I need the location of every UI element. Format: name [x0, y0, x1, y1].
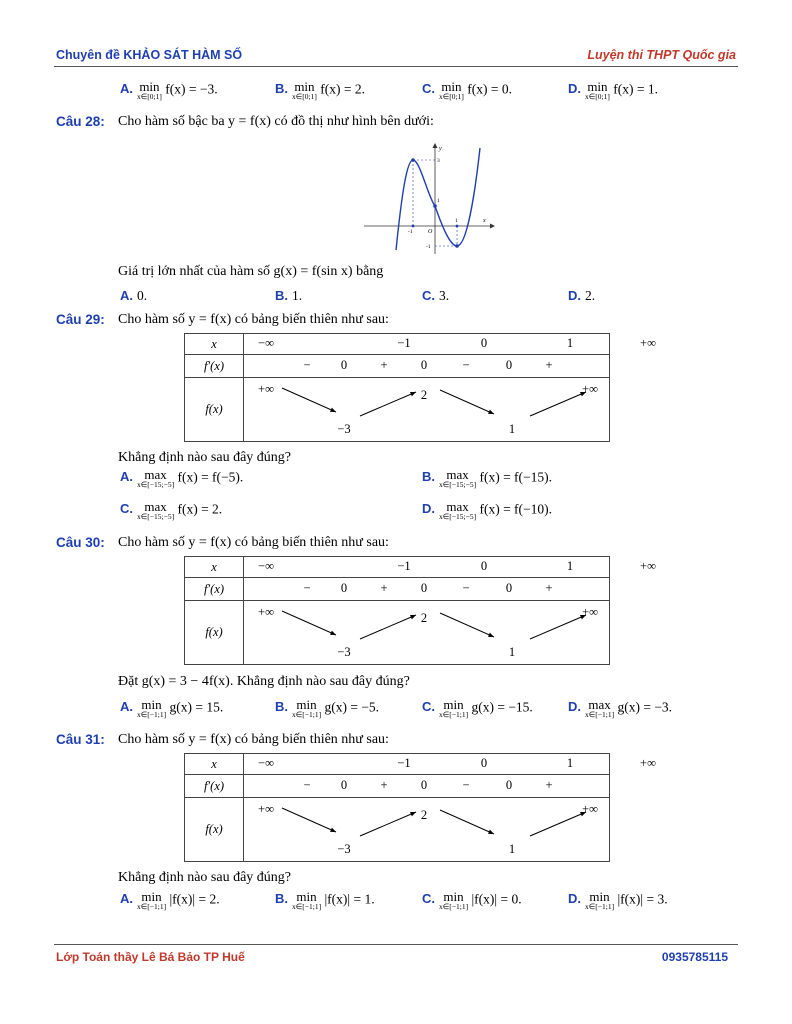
vt-f-value: 2 — [420, 611, 428, 625]
vt-arrow — [530, 615, 586, 639]
vt-f-value: +∞ — [582, 802, 598, 816]
q31-text: Cho hàm số y = f(x) có bảng biến thiên như sau: — [118, 732, 389, 747]
vt-f-value: 2 — [420, 388, 428, 402]
vt-x-value: −∞ — [258, 336, 274, 350]
header-rule — [54, 66, 738, 67]
vt-row-label: f(x) — [185, 601, 244, 665]
vt-fp-sign: − — [462, 581, 470, 595]
q28-option-d[interactable]: D. 2. — [568, 288, 596, 303]
q30-number: Câu 30: — [56, 535, 105, 550]
tick-y-neg1: -1 — [426, 244, 431, 250]
q27-option-c[interactable]: C. min x∈[0;1] f(x) = 0. — [422, 79, 512, 101]
vt-x-value: −1 — [397, 559, 411, 573]
vt-x-value: 1 — [566, 559, 574, 573]
vt-x-value: 1 — [566, 336, 574, 350]
tick-y-3: 3 — [437, 158, 440, 164]
vt-f-value: 2 — [420, 808, 428, 822]
q30-option-a[interactable]: A. min x∈[−1;1] g(x) = 15. — [120, 697, 224, 719]
vt-f-value: +∞ — [582, 605, 598, 619]
vt-x-value: 0 — [480, 336, 488, 350]
vt-f-value: 1 — [508, 422, 516, 436]
vt-f-value: −3 — [337, 645, 351, 659]
q29-option-c[interactable]: C. max x∈[−15;−5] f(x) = 2. — [120, 499, 223, 521]
q30-text: Cho hàm số y = f(x) có bảng biến thiên như sau: — [118, 535, 389, 550]
vt-fp-sign: − — [303, 581, 311, 595]
vt-arrow — [282, 388, 336, 412]
vt-arrow — [360, 812, 416, 836]
vt-fp-sign: 0 — [505, 581, 513, 595]
vt-fp-sign: 0 — [505, 358, 513, 372]
vt-fp-sign: 0 — [420, 358, 428, 372]
tick-y-1: 1 — [437, 198, 440, 204]
q30-variation-table — [184, 556, 656, 665]
q30-option-d[interactable]: D. max x∈[−1;1] g(x) = −3. — [568, 697, 673, 719]
q27-option-b[interactable]: B. min x∈[0;1] f(x) = 2. — [275, 79, 365, 101]
vt-arrow — [530, 812, 586, 836]
footer-left: Lớp Toán thầy Lê Bá Bảo TP Huế — [56, 950, 245, 964]
q31-ask: Khẳng định nào sau đây đúng? — [118, 870, 292, 885]
q29-options-row1 — [0, 468, 792, 490]
q31-option-a[interactable]: A. min x∈[−1;1] |f(x)| = 2. — [120, 889, 220, 911]
q28-option-c[interactable]: C. 3. — [422, 288, 450, 303]
vt-arrow — [440, 613, 494, 637]
vt-row-label: f′(x) — [185, 775, 244, 798]
q29-option-a[interactable]: A. max x∈[−15;−5] f(x) = f(−5). — [120, 467, 244, 489]
vt-fp-sign: + — [545, 581, 553, 595]
q29-ask: Khẳng định nào sau đây đúng? — [118, 450, 292, 465]
vt-f-value: 1 — [508, 842, 516, 856]
vt-row-label: f′(x) — [185, 578, 244, 601]
vt-fp-sign: 0 — [340, 358, 348, 372]
q31-option-c[interactable]: C. min x∈[−1;1] |f(x)| = 0. — [422, 889, 522, 911]
header-title: Chuyên đề KHẢO SÁT HÀM SỐ — [56, 48, 243, 62]
q29-option-d[interactable]: D. max x∈[−15;−5] f(x) = f(−10). — [422, 499, 553, 521]
vt-x-value: −1 — [397, 336, 411, 350]
vt-x-value: 1 — [566, 756, 574, 770]
vt-arrow — [440, 810, 494, 834]
footer-phone: 0935785115 — [661, 950, 728, 964]
q27-option-a[interactable]: A. min x∈[0;1] f(x) = −3. — [120, 79, 218, 101]
vt-x-value: −∞ — [258, 756, 274, 770]
vt-row-label: f(x) — [185, 378, 244, 442]
q28-option-a[interactable]: A. 0. — [120, 288, 148, 303]
q31-number: Câu 31: — [56, 732, 105, 747]
axis-x-label: x — [483, 218, 486, 224]
q29-number: Câu 29: — [56, 312, 105, 327]
vt-f-value: 1 — [508, 645, 516, 659]
vt-row-label: x — [185, 334, 244, 355]
q30-option-c[interactable]: C. min x∈[−1;1] g(x) = −15. — [422, 697, 533, 719]
q30-options — [0, 698, 792, 720]
origin-label: O — [428, 229, 433, 235]
vt-x-value: +∞ — [640, 336, 656, 350]
vt-x-value: 0 — [480, 559, 488, 573]
vt-row-label: f(x) — [185, 798, 244, 862]
header-subtitle: Luyện thi THPT Quốc gia — [587, 48, 736, 62]
vt-x-value: 0 — [480, 756, 488, 770]
vt-x-value: −∞ — [258, 559, 274, 573]
q29-text: Cho hàm số y = f(x) có bảng biến thiên như sau: — [118, 312, 389, 327]
q28-cubic-graph — [362, 142, 497, 257]
vt-fp-sign: 0 — [505, 778, 513, 792]
vt-f-value: −3 — [337, 422, 351, 436]
vt-fp-sign: + — [380, 778, 388, 792]
q28-option-b[interactable]: B. 1. — [275, 288, 303, 303]
q30-ask: Đặt g(x) = 3 − 4f(x). Khẳng định nào sau đây đúng? — [118, 674, 410, 689]
q27-options — [0, 80, 792, 102]
q28-text: Cho hàm số bậc ba y = f(x) có đồ thị như hình bên dưới: — [118, 114, 434, 129]
vt-fp-sign: + — [380, 358, 388, 372]
q31-options — [0, 890, 792, 912]
q29-options-row2 — [0, 500, 792, 522]
vt-f-value: +∞ — [258, 382, 274, 396]
q31-option-d[interactable]: D. min x∈[−1;1] |f(x)| = 3. — [568, 889, 668, 911]
vt-arrow — [440, 390, 494, 414]
vt-row-label: x — [185, 754, 244, 775]
vt-x-value: +∞ — [640, 756, 656, 770]
q27-option-d[interactable]: D. min x∈[0;1] f(x) = 1. — [568, 79, 658, 101]
tick-x-neg1: -1 — [408, 229, 413, 235]
vt-f-value: −3 — [337, 842, 351, 856]
vt-arrow — [282, 808, 336, 832]
vt-fp-sign: + — [545, 778, 553, 792]
vt-fp-sign: − — [303, 778, 311, 792]
q31-variation-table — [184, 753, 656, 862]
vt-row-label: x — [185, 557, 244, 578]
vt-fp-sign: + — [545, 358, 553, 372]
vt-arrow — [360, 615, 416, 639]
tick-x-1: 1 — [455, 218, 458, 224]
vt-f-value: +∞ — [258, 802, 274, 816]
vt-arrow — [282, 611, 336, 635]
vt-fp-sign: − — [462, 778, 470, 792]
q31-option-b[interactable]: B. min x∈[−1;1] |f(x)| = 1. — [275, 889, 375, 911]
vt-fp-sign: 0 — [420, 581, 428, 595]
q30-option-b[interactable]: B. min x∈[−1;1] g(x) = −5. — [275, 697, 380, 719]
vt-fp-sign: − — [462, 358, 470, 372]
vt-x-value: −1 — [397, 756, 411, 770]
axis-y-label: y — [439, 146, 442, 152]
q29-option-b[interactable]: B. max x∈[−15;−5] f(x) = f(−15). — [422, 467, 553, 489]
footer-rule — [54, 944, 738, 945]
vt-f-value: +∞ — [258, 605, 274, 619]
vt-arrow — [360, 392, 416, 416]
vt-fp-sign: + — [380, 581, 388, 595]
q28-options — [0, 288, 792, 310]
vt-arrow — [530, 392, 586, 416]
vt-fp-sign: 0 — [340, 581, 348, 595]
q29-variation-table — [184, 333, 656, 442]
q28-ask: Giá trị lớn nhất của hàm số g(x) = f(sin x) bằng — [118, 264, 384, 279]
vt-fp-sign: − — [303, 358, 311, 372]
vt-x-value: +∞ — [640, 559, 656, 573]
vt-fp-sign: 0 — [340, 778, 348, 792]
q28-number: Câu 28: — [56, 114, 105, 129]
vt-f-value: +∞ — [582, 382, 598, 396]
vt-row-label: f′(x) — [185, 355, 244, 378]
vt-fp-sign: 0 — [420, 778, 428, 792]
